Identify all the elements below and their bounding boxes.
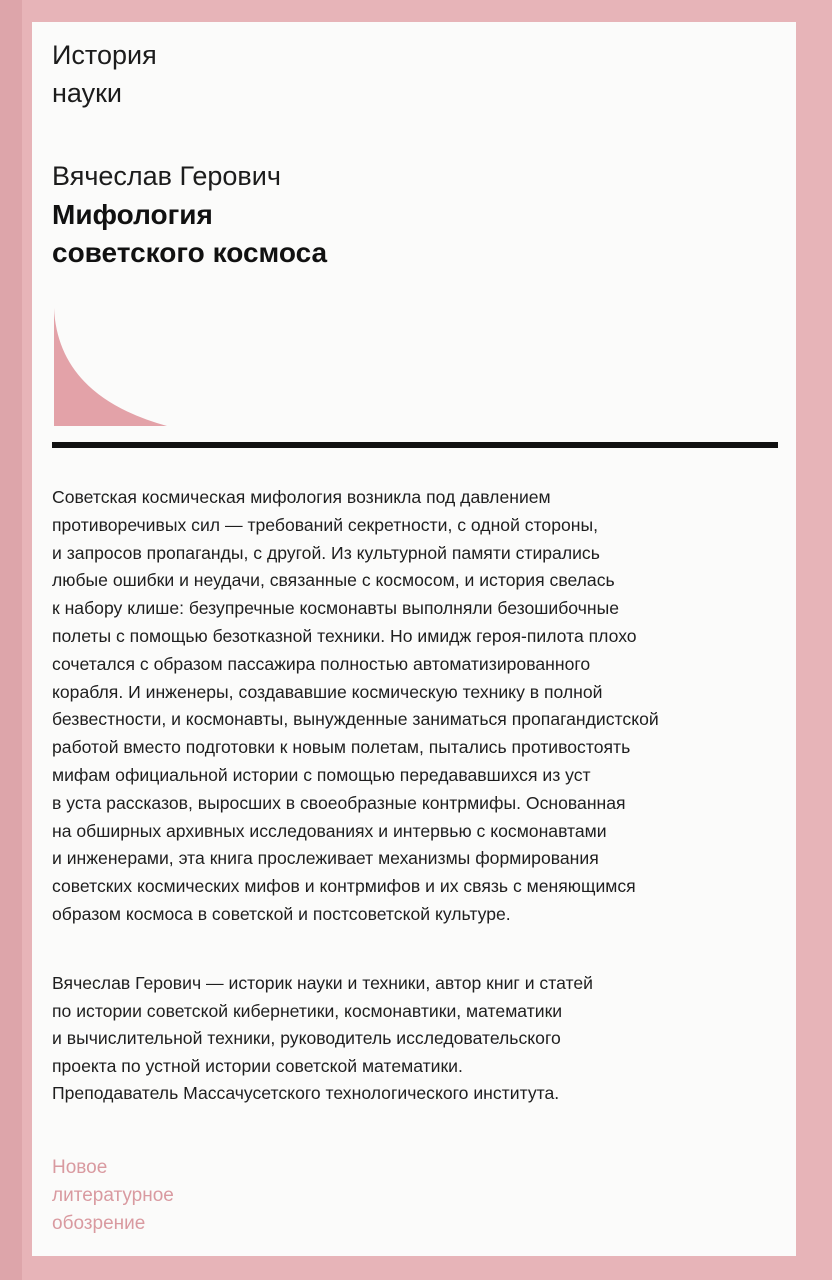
publisher-name: Новое литературное обозрение — [52, 1157, 174, 1234]
book-description: Советская космическая мифология возникла под давлением противоречивых сил — требований секретности, с одной стороны, и запросов пропаганды, с другой. Из культурной памяти стирались любые ошибки и неудачи, связанные с космосом, и история свелась к набору клише: безупречные космонавты выполняли безошибочные полеты с помощью безотказной техники. Но имидж героя-пилота плохо сочетался с образом пассажира полностью автоматизированного корабля. И инженеры, создававшие космическую технику в полной безвестности, и космонавты, вынужденные заниматься пропагандистской работой вместо подготовки к новым полетам, пытались противостоять мифам официальной истории с помощью передававшихся из уст в уста рассказов, выросших в своеобразные контрмифы. Основанная на обширных архивных исследованиях и интервью с космонавтами и инженерами, эта книга прослеживает механизмы формирования советских космических мифов и контрмифов и их связь с меняющимся образом космоса в советской и постсоветской культуре. — [52, 487, 659, 924]
divider-rule — [52, 442, 778, 448]
author-bio: Вячеслав Герович — историк науки и техники, автор книг и статей по истории советской кибернетики, космонавтики, математики и вычислительной техники, руководитель исследовательского проекта по устной истории советской математики. Преподаватель Массачусетского технологического института. — [52, 973, 593, 1104]
cover-edge — [0, 0, 22, 1280]
series-name: История науки — [52, 40, 157, 108]
author-name: Вячеслав Герович — [52, 161, 281, 191]
series-corner-graphic — [52, 306, 172, 426]
text-panel — [32, 22, 796, 1256]
book-title: Мифология советского космоса — [52, 199, 328, 268]
